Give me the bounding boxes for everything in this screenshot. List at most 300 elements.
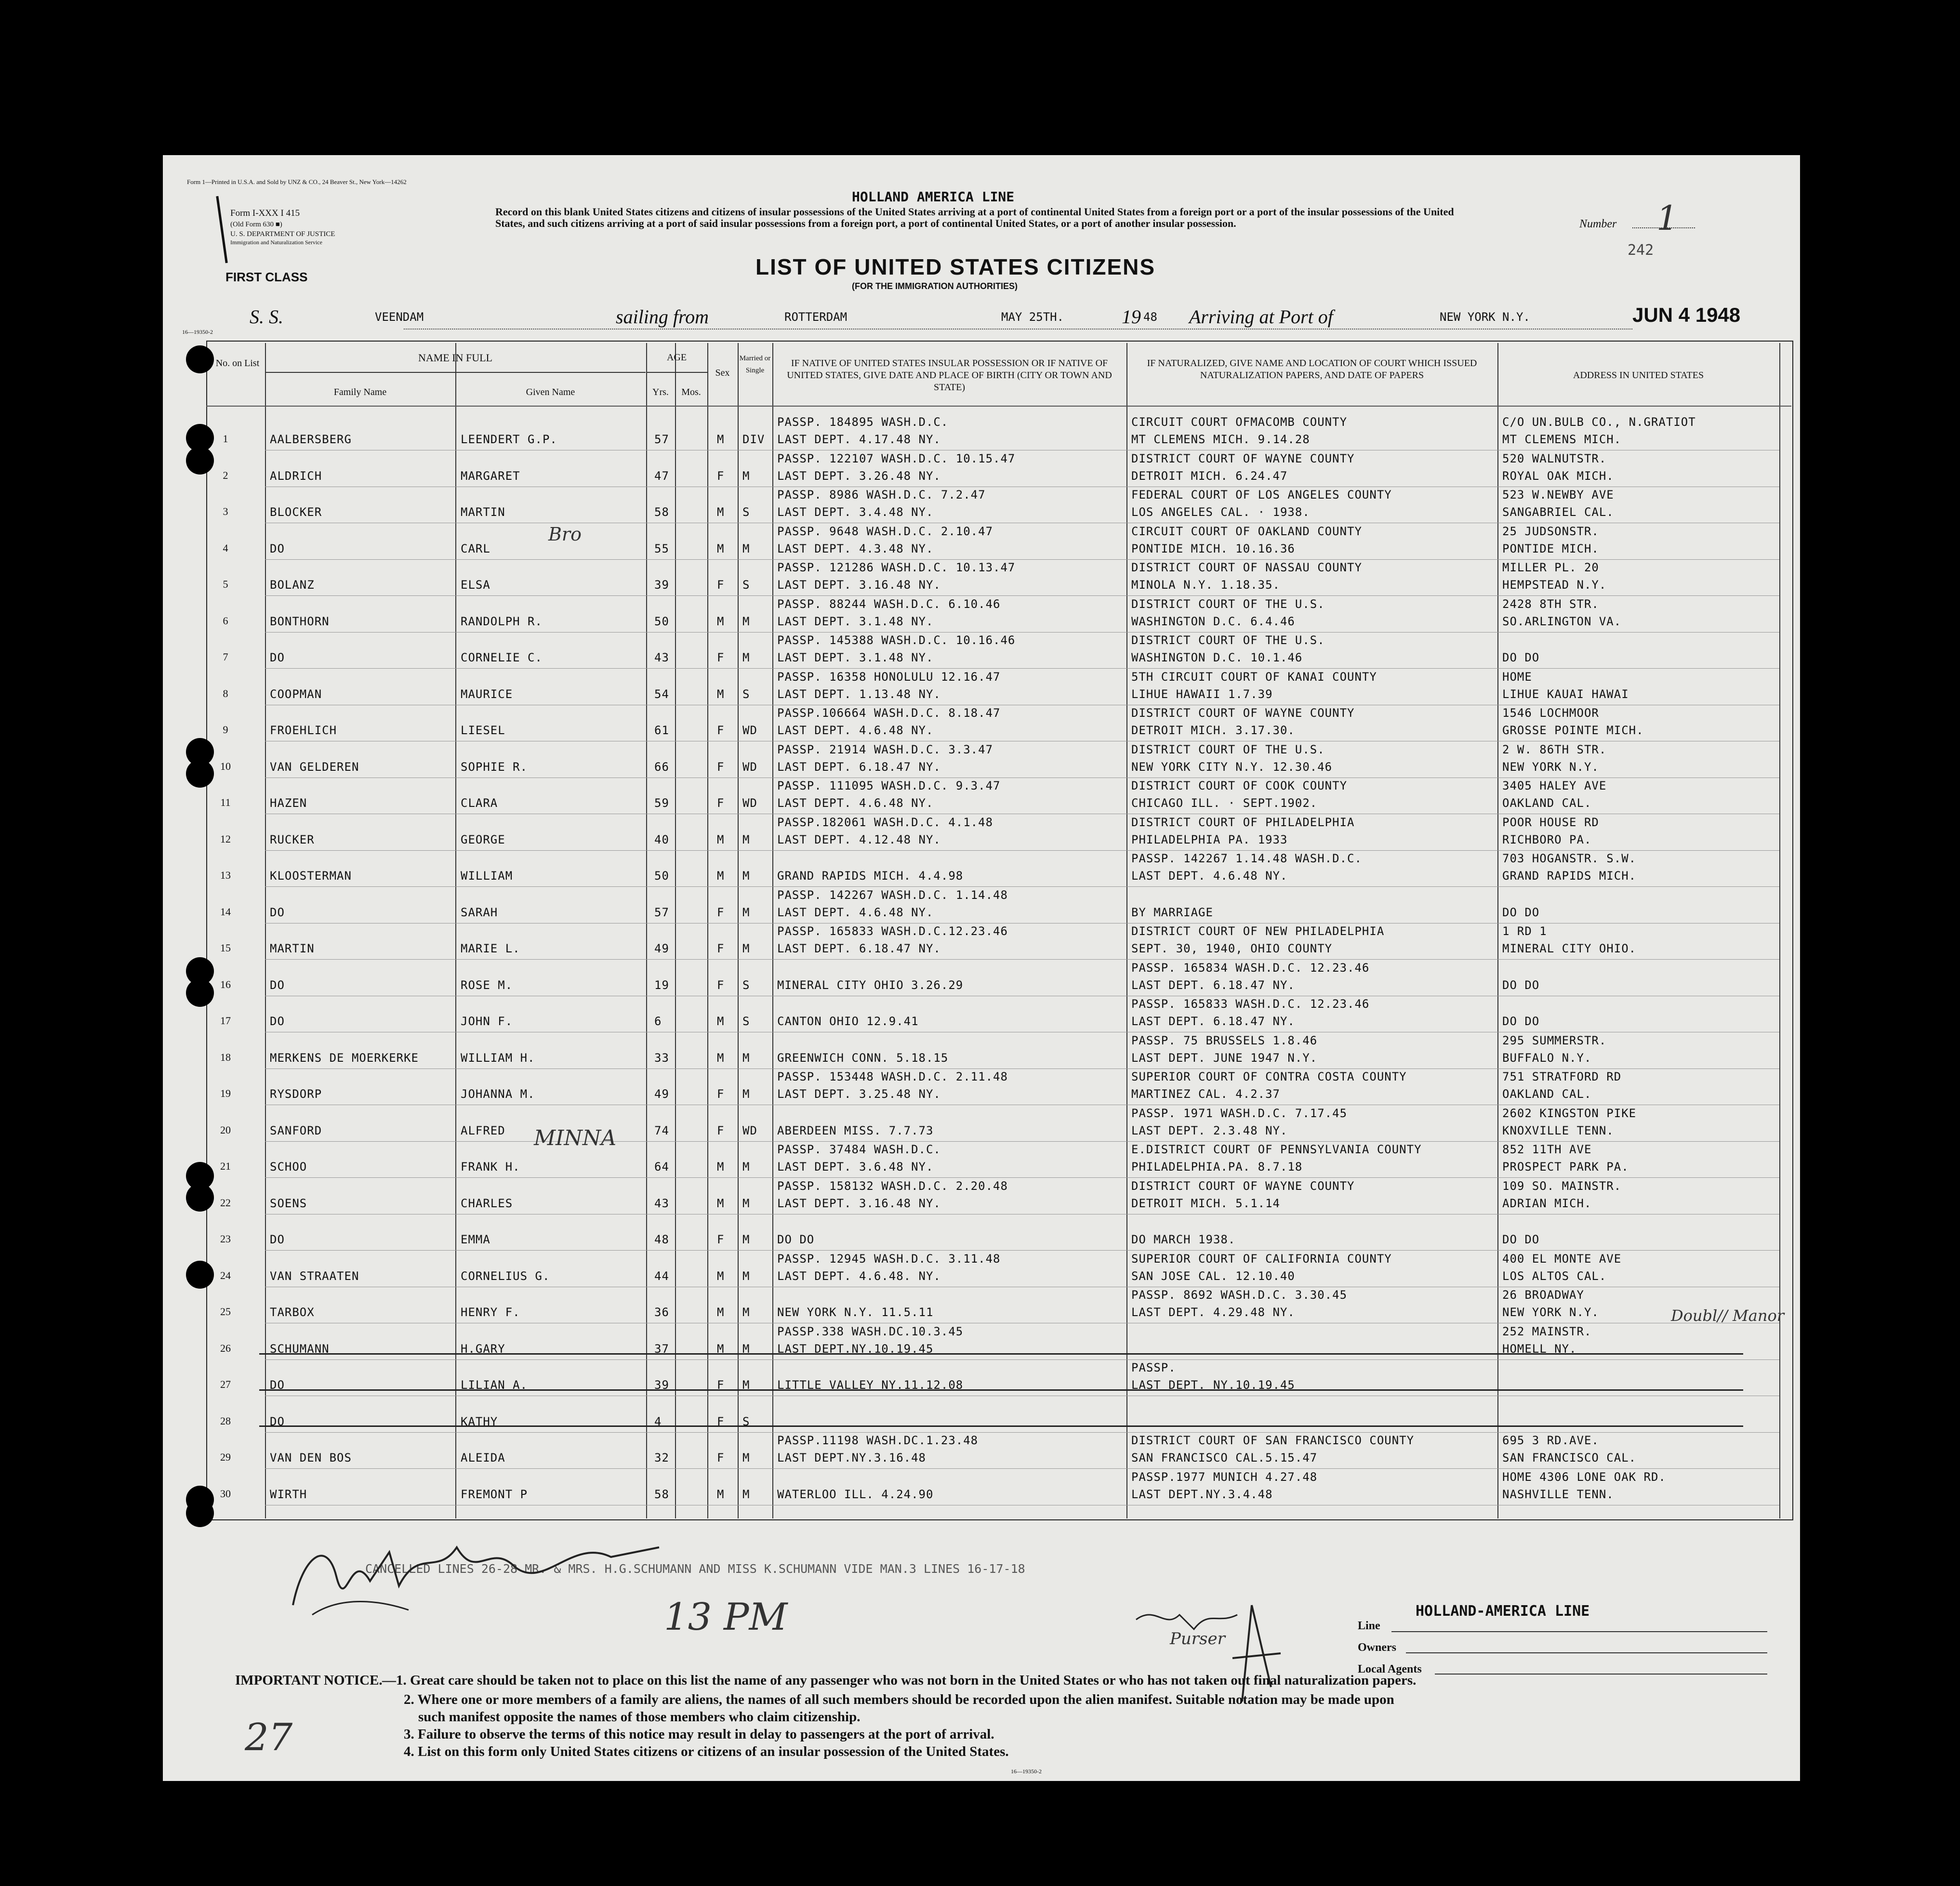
cell-nat1: SUPERIOR COURT OF CALIFORNIA COUNTY <box>1131 1252 1392 1266</box>
cell-nat1: DISTRICT COURT OF WAYNE COUNTY <box>1131 1179 1355 1193</box>
cell-nat2: PHILADELPHIA.PA. 8.7.18 <box>1131 1160 1303 1174</box>
cell-given: FREMONT P <box>461 1487 528 1501</box>
cell-family: DO <box>270 1378 285 1392</box>
table-row <box>163 778 1800 814</box>
table-row <box>163 1287 1800 1323</box>
department-line: U. S. DEPARTMENT OF JUSTICE <box>230 230 335 238</box>
cell-birth1: PASSP. 88244 WASH.D.C. 6.10.46 <box>777 597 1001 611</box>
cell-nat2: LAST DEPT. JUNE 1947 N.Y. <box>1131 1051 1318 1065</box>
cell-given: WILLIAM H. <box>461 1051 535 1065</box>
cell-birth1: PASSP.182061 WASH.D.C. 4.1.48 <box>777 815 993 829</box>
cell-nat2: LOS ANGELES CAL. · 1938. <box>1131 505 1310 519</box>
header-no: No. on List <box>215 358 260 369</box>
cell-birth1: PASSP. 145388 WASH.D.C. 10.16.46 <box>777 633 1016 647</box>
header-sex: Sex <box>715 368 730 378</box>
punch-hole <box>186 979 214 1007</box>
cell-age: 4 <box>654 1414 662 1428</box>
cell-birth1: PASSP. 142267 WASH.D.C. 1.14.48 <box>777 888 1008 902</box>
cell-addr1: 25 JUDSONSTR. <box>1502 524 1599 538</box>
cell-given: RANDOLPH R. <box>461 614 543 628</box>
cell-ms: M <box>742 614 750 628</box>
cell-ms: M <box>742 541 750 555</box>
cell-addr1: 520 WALNUTSTR. <box>1502 451 1607 465</box>
cell-birth2: MINERAL CITY OHIO 3.26.29 <box>777 978 964 992</box>
cell-nat1: CIRCUIT COURT OFMACOMB COUNTY <box>1131 415 1348 429</box>
table-row <box>163 1033 1800 1069</box>
header-married: Married or Single <box>739 355 771 374</box>
cell-family: ALDRICH <box>270 469 322 483</box>
cell-age: 66 <box>654 760 669 774</box>
cell-addr1: 3405 HALEY AVE <box>1502 779 1607 792</box>
cell-birth2: LAST DEPT. 3.25.48 NY. <box>777 1087 941 1101</box>
cell-sex: F <box>717 724 725 737</box>
cell-age: 55 <box>654 541 669 555</box>
cell-addr2: DO DO <box>1502 978 1540 992</box>
table-row <box>163 1214 1800 1251</box>
cell-age: 43 <box>654 651 669 664</box>
cell-birth2: LAST DEPT. 4.6.48 NY. <box>777 796 934 810</box>
number-label: Number <box>1579 218 1617 230</box>
ss-label: S. S. <box>250 306 283 328</box>
row-number: 23 <box>220 1233 231 1245</box>
row-number: 27 <box>220 1378 231 1390</box>
punch-hole <box>186 1184 214 1212</box>
cell-birth2: LAST DEPT.NY.3.16.48 <box>777 1451 926 1464</box>
cell-age: 44 <box>654 1269 669 1283</box>
cell-addr1: 400 EL MONTE AVE <box>1502 1252 1622 1266</box>
cell-addr1: C/O UN.BULB CO., N.GRATIOT <box>1502 415 1696 429</box>
year-prefix: 19 <box>1122 306 1141 328</box>
cell-family: WIRTH <box>270 1487 307 1501</box>
cell-nat2: WASHINGTON D.C. 10.1.46 <box>1131 651 1303 664</box>
cell-age: 54 <box>654 687 669 701</box>
cell-given: CHARLES <box>461 1196 513 1210</box>
cell-nat2: LAST DEPT.NY.3.4.48 <box>1131 1487 1273 1501</box>
table-row <box>163 1142 1800 1178</box>
cell-nat1: FEDERAL COURT OF LOS ANGELES COUNTY <box>1131 488 1392 501</box>
row-number: 25 <box>220 1306 231 1318</box>
cell-birth2: LAST DEPT. 3.1.48 NY. <box>777 614 934 628</box>
cell-given: FRANK H. <box>461 1160 520 1174</box>
time-note: 13 PM <box>664 1596 788 1639</box>
cell-birth1: PASSP. 121286 WASH.D.C. 10.13.47 <box>777 561 1016 574</box>
cell-addr1: 523 W.NEWBY AVE <box>1502 488 1614 501</box>
table-row <box>163 1069 1800 1105</box>
table-row <box>163 669 1800 705</box>
cell-addr1: POOR HOUSE RD <box>1502 815 1599 829</box>
header-age: AGE <box>666 352 687 363</box>
cell-addr2: BUFFALO N.Y. <box>1502 1051 1592 1065</box>
punch-hole <box>186 345 214 373</box>
cell-ms: M <box>742 905 750 919</box>
cell-addr1: 751 STRATFORD RD <box>1502 1070 1622 1083</box>
cell-birth1: PASSP.11198 WASH.DC.1.23.48 <box>777 1434 979 1447</box>
cell-addr1: 252 MAINSTR. <box>1502 1324 1592 1338</box>
signature <box>283 1518 678 1620</box>
row-number: 17 <box>220 1015 231 1027</box>
row-number: 20 <box>220 1123 231 1136</box>
cancel-strike-26 <box>259 1353 1743 1355</box>
cell-addr2: SO.ARLINGTON VA. <box>1502 614 1622 628</box>
cell-nat1: DISTRICT COURT OF COOK COUNTY <box>1131 779 1348 792</box>
cell-nat2: SEPT. 30, 1940, OHIO COUNTY <box>1131 942 1333 955</box>
cell-given: MARIE L. <box>461 942 520 955</box>
cell-given: CARL <box>461 541 490 555</box>
blocker-note: Bro <box>548 524 582 545</box>
cell-addr2: LIHUE KAUAI HAWAI <box>1502 687 1629 701</box>
cell-sex: M <box>717 541 725 555</box>
table-row <box>163 742 1800 778</box>
cell-birth2: LAST DEPT. 4.6.48 NY. <box>777 724 934 737</box>
cell-addr2: NEW YORK N.Y. <box>1502 760 1599 774</box>
cell-birth2: LAST DEPT. 4.17.48 NY. <box>777 433 941 446</box>
cell-nat1: PASSP. 75 BRUSSELS 1.8.46 <box>1131 1033 1318 1047</box>
table-row <box>163 1397 1800 1433</box>
cell-ms: M <box>742 1269 750 1283</box>
cell-ms: DIV <box>742 433 765 446</box>
cell-birth1: PASSP. 8986 WASH.D.C. 7.2.47 <box>777 488 986 501</box>
cell-birth1: PASSP.106664 WASH.D.C. 8.18.47 <box>777 706 1001 720</box>
form-number: Form I-XXX I 415 <box>230 208 300 218</box>
cell-sex: F <box>717 651 725 664</box>
cell-birth2: GRAND RAPIDS MICH. 4.4.98 <box>777 869 964 883</box>
cell-given: HENRY F. <box>461 1306 520 1319</box>
cell-sex: M <box>717 869 725 883</box>
notice-title: IMPORTANT NOTICE. <box>235 1673 383 1688</box>
cell-nat2: LAST DEPT. 6.18.47 NY. <box>1131 1015 1295 1028</box>
cell-nat2: LAST DEPT. 4.6.48 NY. <box>1131 869 1288 883</box>
cell-sex: M <box>717 1269 725 1283</box>
cell-given: JOHANNA M. <box>461 1087 535 1101</box>
cell-birth1: PASSP. 158132 WASH.D.C. 2.20.48 <box>777 1179 1008 1193</box>
cell-nat2: DETROIT MICH. 6.24.47 <box>1131 469 1288 483</box>
cell-ms: M <box>742 869 750 883</box>
cell-birth2: WATERLOO ILL. 4.24.90 <box>777 1487 934 1501</box>
cell-sex: M <box>717 1160 725 1174</box>
cell-age: 39 <box>654 578 669 592</box>
cell-nat2: BY MARRIAGE <box>1131 905 1213 919</box>
cell-addr1: 852 11TH AVE <box>1502 1143 1592 1156</box>
cell-sex: F <box>717 942 725 955</box>
arrival-date-stamp: JUN 4 1948 <box>1632 303 1741 326</box>
cell-birth2: GREENWICH CONN. 5.18.15 <box>777 1051 949 1065</box>
cell-ms: M <box>742 1196 750 1210</box>
cell-family: BONTHORN <box>270 614 330 628</box>
row-number: 9 <box>223 724 228 736</box>
cell-given: EMMA <box>461 1233 490 1246</box>
table-row <box>163 451 1800 487</box>
cell-birth1: PASSP. 165833 WASH.D.C.12.23.46 <box>777 924 1008 938</box>
cell-age: 6 <box>654 1015 662 1028</box>
header-given: Given Name <box>526 387 575 397</box>
cell-addr2: HEMPSTEAD N.Y. <box>1502 578 1607 592</box>
cell-ms: M <box>742 1051 750 1065</box>
cell-sex: M <box>717 1051 725 1065</box>
cell-nat1: DISTRICT COURT OF WAYNE COUNTY <box>1131 451 1355 465</box>
cell-birth2: LAST DEPT. 3.6.48 NY. <box>777 1160 934 1174</box>
cell-addr2: MINERAL CITY OHIO. <box>1502 942 1637 955</box>
cell-age: 49 <box>654 942 669 955</box>
page-title: LIST OF UNITED STATES CITIZENS <box>755 254 1156 279</box>
cell-sex: F <box>717 1414 725 1428</box>
cell-nat1: PASSP. 1971 WASH.D.C. 7.17.45 <box>1131 1106 1348 1120</box>
cell-ms: WD <box>742 724 757 737</box>
table-row <box>163 996 1800 1032</box>
cell-sex: M <box>717 505 725 519</box>
cell-addr2: GROSSE POINTE MICH. <box>1502 724 1644 737</box>
cell-ms: M <box>742 1342 750 1356</box>
cell-sex: M <box>717 614 725 628</box>
cell-family: DO <box>270 541 285 555</box>
table-row <box>163 1433 1800 1469</box>
cell-sex: F <box>717 1233 725 1246</box>
cell-addr1: MILLER PL. 20 <box>1502 561 1599 574</box>
cell-family: DO <box>270 978 285 992</box>
table-row <box>163 815 1800 851</box>
cell-nat1: DISTRICT COURT OF SAN FRANCISCO COUNTY <box>1131 1434 1415 1447</box>
cell-ms: S <box>742 1015 750 1028</box>
cell-family: SCHUMANN <box>270 1342 330 1356</box>
cell-nat1: DISTRICT COURT OF THE U.S. <box>1131 742 1325 756</box>
cell-sex: F <box>717 1451 725 1464</box>
cell-birth2: LAST DEPT. 3.26.48 NY. <box>777 469 941 483</box>
cell-nat2: SAN JOSE CAL. 12.10.40 <box>1131 1269 1295 1283</box>
page-subtitle: (FOR THE IMMIGRATION AUTHORITIES) <box>852 281 1018 291</box>
table-row <box>163 1106 1800 1142</box>
table-row <box>163 487 1800 523</box>
footer-code: 16—19350-2 <box>1011 1768 1042 1775</box>
cell-birth2: LAST DEPT. 4.3.48 NY. <box>777 541 934 555</box>
cell-ms: M <box>742 1378 750 1392</box>
row-number: 10 <box>220 760 231 772</box>
cell-nat1: DISTRICT COURT OF PHILADELPHIA <box>1131 815 1355 829</box>
cell-age: 39 <box>654 1378 669 1392</box>
cell-addr1: 1 RD 1 <box>1502 924 1547 938</box>
cell-nat1: PASSP.1977 MUNICH 4.27.48 <box>1131 1470 1318 1484</box>
cell-sex: M <box>717 1487 725 1501</box>
cell-age: 19 <box>654 978 669 992</box>
cell-given: ALFRED <box>461 1123 505 1137</box>
header-name: NAME IN FULL <box>418 352 492 364</box>
cell-nat1: DISTRICT COURT OF WAYNE COUNTY <box>1131 706 1355 720</box>
page-note: 27 <box>245 1716 293 1759</box>
cell-ms: WD <box>742 1123 757 1137</box>
row-number: 21 <box>220 1160 231 1172</box>
cell-age: 48 <box>654 1233 669 1246</box>
row-number: 6 <box>223 614 228 627</box>
cell-nat1: PASSP. 142267 1.14.48 WASH.D.C. <box>1131 852 1362 865</box>
cell-given: CORNELIE C. <box>461 651 543 664</box>
cell-ms: M <box>742 832 750 846</box>
cell-nat2: MINOLA N.Y. 1.18.35. <box>1131 578 1280 592</box>
cell-given: WILLIAM <box>461 869 513 883</box>
row-number: 11 <box>220 796 231 808</box>
cell-ms: M <box>742 1160 750 1174</box>
table-row <box>163 705 1800 741</box>
cell-age: 50 <box>654 869 669 883</box>
cell-ms: M <box>742 1451 750 1464</box>
row-number: 29 <box>220 1451 231 1463</box>
cell-age: 47 <box>654 469 669 483</box>
row-number: 30 <box>220 1487 231 1500</box>
cell-family: COOPMAN <box>270 687 322 701</box>
cell-addr2: KNOXVILLE TENN. <box>1502 1123 1614 1137</box>
instructions: Record on this blank United States citizens and citizens of insular possessions of the United States arriving at a port of continental United States from a foreign port or a port of the insular possessions of the United States, and such citizens arriving at a port of said insular possessions from a foreign port, a port of continental United States, or a port of another insular possession. <box>495 206 1454 229</box>
header-address: ADDRESS IN UNITED STATES <box>1573 370 1704 381</box>
row-number: 12 <box>220 832 231 845</box>
arriving-label: Arriving at Port of <box>1189 306 1333 328</box>
punch-hole <box>186 760 214 788</box>
cell-addr1: 2602 KINGSTON PIKE <box>1502 1106 1637 1120</box>
cell-addr1: 695 3 RD.AVE. <box>1502 1434 1599 1447</box>
cell-family: SANFORD <box>270 1123 322 1137</box>
cell-age: 59 <box>654 796 669 810</box>
cell-ms: M <box>742 1487 750 1501</box>
cell-birth1: PASSP. 111095 WASH.D.C. 9.3.47 <box>777 779 1001 792</box>
cell-sex: F <box>717 905 725 919</box>
row-number: 2 <box>223 469 228 481</box>
cell-nat2: MT CLEMENS MICH. 9.14.28 <box>1131 433 1310 446</box>
row-number: 26 <box>220 1342 231 1354</box>
cell-nat1: DISTRICT COURT OF NEW PHILADELPHIA <box>1131 924 1385 938</box>
row-number: 14 <box>220 905 231 918</box>
cell-age: 50 <box>654 614 669 628</box>
cell-addr2: PROSPECT PARK PA. <box>1502 1160 1629 1174</box>
footer-owners-label: Owners <box>1358 1641 1396 1654</box>
cancelled-line: CANCELLED LINES 26-28 MR. & MRS. H.G.SCHUMANN AND MISS K.SCHUMANN VIDE MAN.3 LINES 16-17-18 <box>365 1562 1025 1576</box>
cell-addr1: 26 BROADWAY <box>1502 1288 1584 1302</box>
cell-nat1: E.DISTRICT COURT OF PENNSYLVANIA COUNTY <box>1131 1143 1422 1156</box>
table-row <box>163 414 1800 450</box>
punch-hole <box>186 447 214 475</box>
cell-given: CLARA <box>461 796 498 810</box>
arrival-port: NEW YORK N.Y. <box>1440 310 1530 324</box>
cell-addr1: 2428 8TH STR. <box>1502 597 1599 611</box>
cell-addr2: DO DO <box>1502 651 1540 664</box>
cell-ms: S <box>742 578 750 592</box>
header-yrs: Yrs. <box>652 387 669 397</box>
cell-addr1: 1546 LOCHMOOR <box>1502 706 1599 720</box>
cell-addr2: SAN FRANCISCO CAL. <box>1502 1451 1637 1464</box>
cell-addr1: 295 SUMMERSTR. <box>1502 1033 1607 1047</box>
footer-line-label: Line <box>1358 1620 1380 1632</box>
cell-family: DO <box>270 1414 285 1428</box>
table-row <box>163 596 1800 633</box>
cell-nat2: PONTIDE MICH. 10.16.36 <box>1131 541 1295 555</box>
cell-nat2: DETROIT MICH. 5.1.14 <box>1131 1196 1280 1210</box>
cell-nat1: CIRCUIT COURT OF OAKLAND COUNTY <box>1131 524 1362 538</box>
cell-addr1: HOME 4306 LONE OAK RD. <box>1502 1470 1666 1484</box>
cell-nat2: LIHUE HAWAII 1.7.39 <box>1131 687 1273 701</box>
row-number: 18 <box>220 1051 231 1063</box>
cell-given: MAURICE <box>461 687 513 701</box>
row-number: 19 <box>220 1087 231 1099</box>
cell-family: VAN DEN BOS <box>270 1451 352 1464</box>
cell-age: 61 <box>654 724 669 737</box>
cell-addr2: LOS ALTOS CAL. <box>1502 1269 1607 1283</box>
cell-sex: M <box>717 832 725 846</box>
table-row <box>163 633 1800 669</box>
cell-nat1: PASSP. 165834 WASH.D.C. 12.23.46 <box>1131 961 1370 975</box>
cell-addr1: HOME <box>1502 670 1532 684</box>
cell-nat2: DETROIT MICH. 3.17.30. <box>1131 724 1295 737</box>
cell-family: VAN STRAATEN <box>270 1269 359 1283</box>
cell-addr2: OAKLAND CAL. <box>1502 796 1592 810</box>
cell-given: MARTIN <box>461 505 505 519</box>
sailing-label: sailing from <box>616 306 709 328</box>
cell-given: ROSE M. <box>461 978 513 992</box>
cell-addr2: GRAND RAPIDS MICH. <box>1502 869 1637 883</box>
cell-given: GEORGE <box>461 832 505 846</box>
cell-nat2: SAN FRANCISCO CAL.5.15.47 <box>1131 1451 1318 1464</box>
cell-nat2: WASHINGTON D.C. 6.4.46 <box>1131 614 1295 628</box>
header-birth: IF NATIVE OF UNITED STATES INSULAR POSSESSION OR IF NATIVE OF UNITED STATES, GIVE DATE AND PLACE OF BIRTH (CITY OR TOWN AND STATE) <box>787 358 1112 393</box>
cell-birth2: CANTON OHIO 12.9.41 <box>777 1015 919 1028</box>
cell-given: SOPHIE R. <box>461 760 528 774</box>
cell-sex: F <box>717 1378 725 1392</box>
cell-given: ELSA <box>461 578 490 592</box>
cell-family: SOENS <box>270 1196 307 1210</box>
cell-age: 36 <box>654 1306 669 1319</box>
cell-family: DO <box>270 905 285 919</box>
cell-given: LILIAN A. <box>461 1378 528 1392</box>
cell-given: H.GARY <box>461 1342 505 1356</box>
ship-line-underline <box>404 329 1632 330</box>
tarbox-note: Doubl// Manor <box>1671 1306 1784 1325</box>
cell-nat1: SUPERIOR COURT OF CONTRA COSTA COUNTY <box>1131 1070 1407 1083</box>
cell-family: RYSDORP <box>270 1087 322 1101</box>
row-number: 5 <box>223 578 228 590</box>
table-row <box>163 524 1800 560</box>
cell-addr2: MT CLEMENS MICH. <box>1502 433 1622 446</box>
cell-nat1: PASSP. 165833 WASH.D.C. 12.23.46 <box>1131 997 1370 1011</box>
cell-family: DO <box>270 1015 285 1028</box>
table-row <box>163 960 1800 996</box>
cell-family: TARBOX <box>270 1306 315 1319</box>
cell-age: 58 <box>654 505 669 519</box>
cell-addr2: NASHVILLE TENN. <box>1502 1487 1614 1501</box>
cell-ms: M <box>742 1233 750 1246</box>
cell-nat2: CHICAGO ILL. · SEPT.1902. <box>1131 796 1318 810</box>
cell-nat2: MARTINEZ CAL. 4.2.37 <box>1131 1087 1280 1101</box>
cell-given: LIESEL <box>461 724 505 737</box>
cell-birth1: PASSP. 9648 WASH.D.C. 2.10.47 <box>777 524 993 538</box>
header-naturalized: IF NATURALIZED, GIVE NAME AND LOCATION OF COURT WHICH ISSUED NATURALIZATION PAPERS, AND DATE OF PAPERS <box>1147 358 1477 381</box>
cell-sex: F <box>717 1123 725 1137</box>
cell-nat2: DO MARCH 1938. <box>1131 1233 1236 1246</box>
cell-addr1: 109 SO. MAINSTR. <box>1502 1179 1622 1193</box>
cell-birth2: LAST DEPT. 1.13.48 NY. <box>777 687 941 701</box>
cell-age: 49 <box>654 1087 669 1101</box>
cell-birth2: LAST DEPT. 4.6.48. NY. <box>777 1269 941 1283</box>
cell-ms: WD <box>742 760 757 774</box>
row-number: 13 <box>220 869 231 881</box>
cell-sex: F <box>717 469 725 483</box>
cell-birth2: LAST DEPT. 3.16.48 NY. <box>777 578 941 592</box>
cell-nat2: NEW YORK CITY N.Y. 12.30.46 <box>1131 760 1333 774</box>
cell-nat1: DISTRICT COURT OF NASSAU COUNTY <box>1131 561 1362 574</box>
notice-1: —1. Great care should be taken not to place on this list the name of any passenger who was not born in the United States or who has not taken out final naturalization papers. <box>382 1673 1417 1688</box>
cell-nat2: LAST DEPT. 2.3.48 NY. <box>1131 1123 1288 1137</box>
cell-addr2: DO DO <box>1502 1233 1540 1246</box>
cell-nat2: LAST DEPT. NY.10.19.45 <box>1131 1378 1295 1392</box>
punch-hole <box>186 1499 214 1527</box>
cell-birth2: LITTLE VALLEY NY.11.12.08 <box>777 1378 964 1392</box>
number-value: 1 <box>1656 198 1678 238</box>
cell-addr1: 2 W. 86TH STR. <box>1502 742 1607 756</box>
row-number: 4 <box>223 541 228 554</box>
cell-birth2: LAST DEPT. 3.1.48 NY. <box>777 651 934 664</box>
